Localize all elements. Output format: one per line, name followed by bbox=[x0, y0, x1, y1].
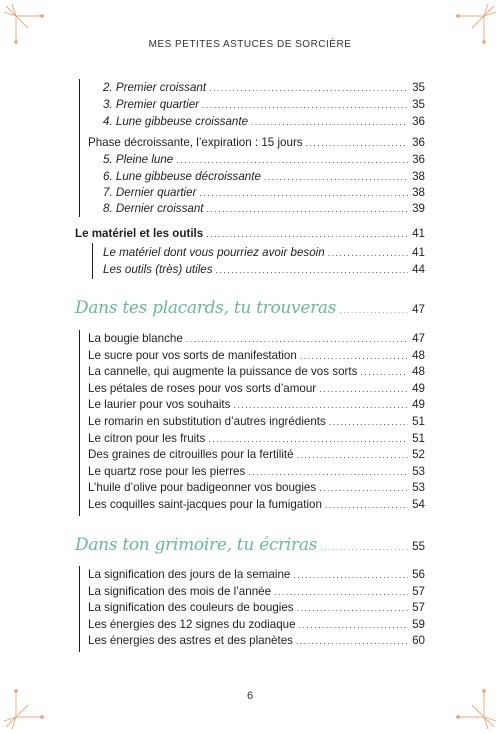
page-number: 6 bbox=[246, 690, 254, 702]
toc-entry[interactable]: 3. Premier quartier ..... 35 bbox=[103, 97, 425, 113]
toc-entry[interactable]: Le laurier pour vos souhaits ..... 49 bbox=[88, 397, 425, 413]
toc-bracket-bar bbox=[92, 243, 93, 279]
toc-entry[interactable]: La signification des couleurs de bougies ..... 57 bbox=[88, 600, 425, 616]
toc-entry[interactable]: Le quartz rose pour les pierres ..... 53 bbox=[88, 464, 425, 480]
toc-entry[interactable]: Les outils (très) utiles ..... 44 bbox=[103, 262, 425, 278]
toc-entry[interactable]: Le romarin en substitution d’autres ingrédients ..... 51 bbox=[88, 414, 425, 430]
toc-entry[interactable]: L’huile d’olive pour badigeonner vos bougies ..... 53 bbox=[88, 480, 425, 496]
toc-entry[interactable]: 7. Dernier quartier ..... 38 bbox=[103, 185, 425, 201]
toc-entry[interactable]: 4. Lune gibbeuse croissante ..... 36 bbox=[103, 114, 425, 130]
toc-entry[interactable]: Des graines de citrouilles pour la fertilité ..... 52 bbox=[88, 447, 425, 463]
section-heading-placards[interactable]: Dans tes placards, tu trouveras ..... 47 bbox=[75, 298, 425, 318]
toc-entry[interactable]: Les pétales de roses pour vos sorts d’amour ..... 49 bbox=[88, 381, 425, 397]
toc-bracket-bar bbox=[79, 566, 80, 652]
toc-entry[interactable]: Le citron pour les fruits ..... 51 bbox=[88, 431, 425, 447]
toc-entry[interactable]: Phase décroissante, l’expiration : 15 jours ..... 36 bbox=[88, 135, 425, 151]
toc-entry[interactable]: Le matériel dont vous pourriez avoir besoin ..... 41 bbox=[103, 245, 425, 261]
toc-entry[interactable]: La bougie blanche ..... 47 bbox=[88, 331, 425, 347]
toc-entry[interactable]: La cannelle, qui augmente la puissance de vos sorts ..... 48 bbox=[88, 364, 425, 380]
toc-entry[interactable]: Les énergies des 12 signes du zodiaque ..... 59 bbox=[88, 617, 425, 633]
section-heading-grimoire[interactable]: Dans ton grimoire, tu écriras ..... 55 bbox=[75, 535, 425, 555]
toc-chapter-entry[interactable]: Le matériel et les outils ..... 41 bbox=[75, 226, 425, 242]
toc-entry[interactable]: Le sucre pour vos sorts de manifestation ..... 48 bbox=[88, 348, 425, 364]
toc-entry[interactable]: Les coquilles saint-jacques pour la fumigation ..... 54 bbox=[88, 497, 425, 513]
toc-entry[interactable]: 5. Pleine lune ..... 36 bbox=[103, 152, 425, 168]
toc-entry[interactable]: La signification des mois de l’année ..... 57 bbox=[88, 584, 425, 600]
toc-entry[interactable]: 8. Dernier croissant ..... 39 bbox=[103, 201, 425, 217]
toc-entry[interactable]: 2. Premier croissant ..... 35 bbox=[103, 80, 425, 96]
toc-bracket-bar bbox=[79, 330, 80, 516]
toc-entry[interactable]: Les énergies des astres et des planètes ..... 60 bbox=[88, 633, 425, 649]
toc-entry[interactable]: La signification des jours de la semaine ..... 56 bbox=[88, 567, 425, 583]
toc-entry[interactable]: 6. Lune gibbeuse décroissante ..... 38 bbox=[103, 169, 425, 185]
toc-bracket-bar bbox=[79, 79, 80, 217]
running-head: MES PETITES ASTUCES DE SORCIÈRE bbox=[148, 39, 352, 50]
